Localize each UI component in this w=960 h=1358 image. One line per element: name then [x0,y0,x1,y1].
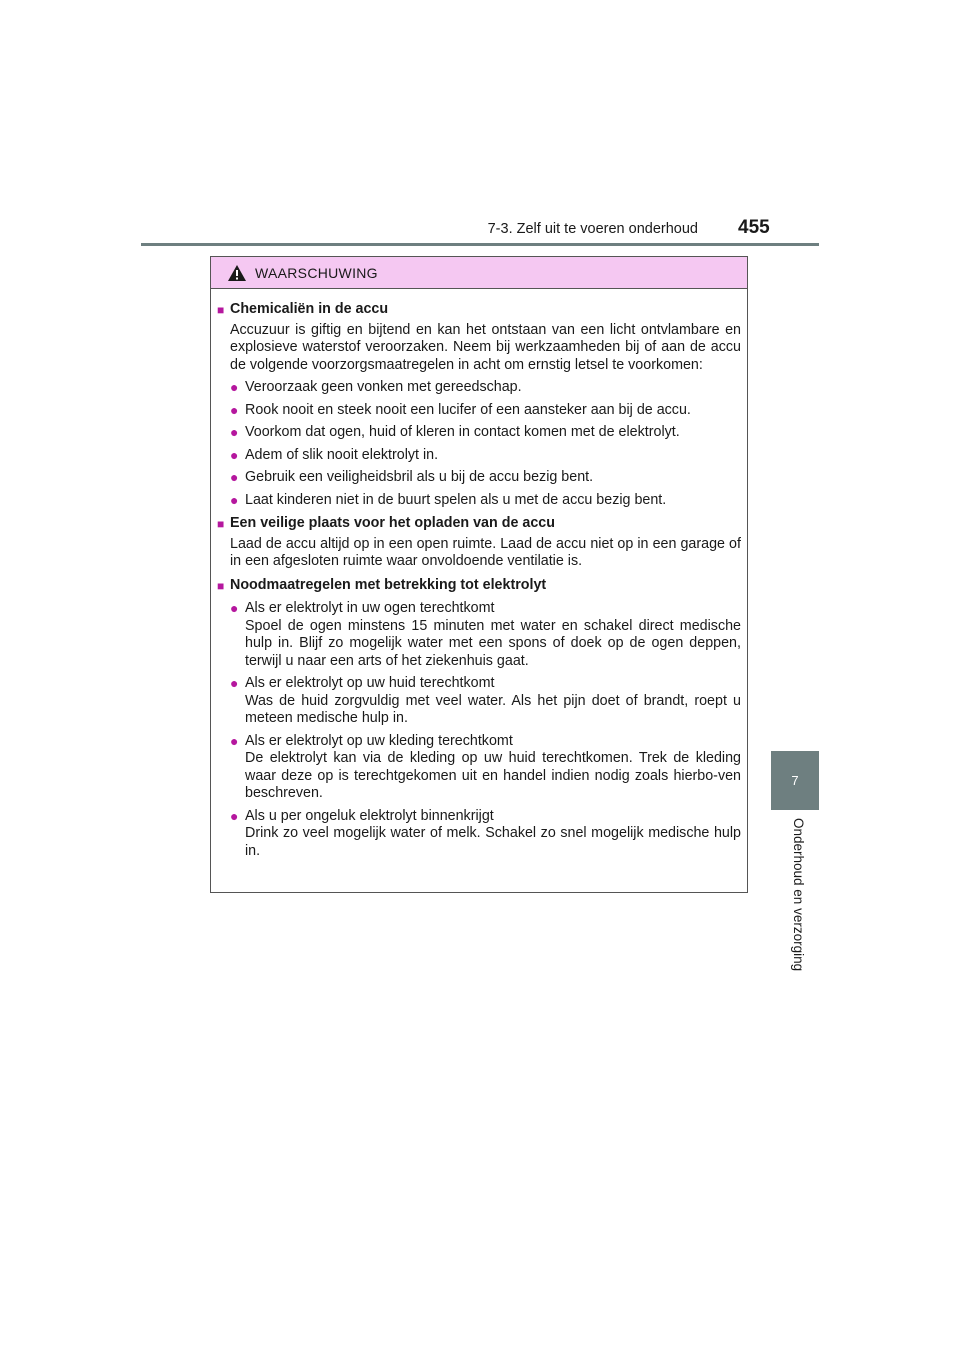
chapter-tab [771,751,819,810]
circle-bullet-icon: ● [230,600,239,616]
circle-bullet-icon: ● [230,491,239,508]
chapter-label: Onderhoud en verzorging [791,818,806,972]
square-bullet-icon: ■ [217,303,225,317]
list-item: ● Adem of slik nooit elektrolyt in. [230,446,439,463]
section-title: ■ Chemicaliën in de accu [217,301,741,320]
section-header-title: 7-3. Zelf uit te voeren onderhoud [487,221,698,237]
circle-bullet-icon: ● [230,424,239,440]
section-battery-chemicals [217,301,741,509]
circle-bullet-icon: ● [230,807,239,824]
section-title: ■ Noodmaatregelen met betrekking tot elektrolyt [217,577,741,596]
list-item: ● Als er elektrolyt op uw kleding terechtkomt De elektrolyt kan via de kleding op uw huid terechtkomen. Trek de kleding waar deze op is terechtgekomen uit en handel indien nodig zoals hierbo-ven beschreven. [230,732,741,801]
warning-triangle-icon [227,264,247,282]
warning-body [211,289,747,860]
section-text: Laad de accu altijd op in een open ruimte. Laad de accu niet op in een garage of in een afgesloten ruimte waar onvoldoende ventilatie is. [230,535,741,569]
circle-bullet-icon: ● [230,446,239,463]
circle-bullet-icon: ● [230,675,239,691]
list-item: ● Gebruik een veiligheidsbril als u bij de accu bezig bent. [230,469,594,485]
chapter-number: 7 [791,773,799,788]
square-bullet-icon: ■ [217,578,225,593]
circle-bullet-icon: ● [230,732,239,749]
list-item: ● Als u per ongeluk elektrolyt binnenkrijgt Drink zo veel mogelijk water of melk. Schakel zo snel mogelijk medische hulp in. [230,807,741,859]
section-emergency-measures [217,577,741,861]
list-item: ● Als er elektrolyt in uw ogen terechtkomt Spoel de ogen minstens 15 minuten met water en schakel direct medische hulp in. Blijf zo mogelijk water met een spons of doek op de ogen deppen, terwijl u naar een arts of het ziekenhuis gaat. [230,600,741,669]
warning-header [211,257,747,289]
section-text: Accuzuur is giftig en bijtend en kan het ontstaan van een licht ontvlambare en explosieve waterstof veroorzaken. Neem bij werkzaamheden bij of aan de accu de volgende voorzorgsmaatregelen in acht om ernstig letsel te voorkomen: [230,321,741,373]
circle-bullet-icon: ● [230,401,239,418]
warning-box [210,256,748,893]
circle-bullet-icon: ● [230,379,239,395]
list-item: ● Rook nooit en steek nooit een lucifer of een aansteker aan bij de accu. [230,401,691,418]
section-title: ■ Een veilige plaats voor het opladen van de accu [217,515,741,534]
list-item: ● Als er elektrolyt op uw huid terechtkomt Was de huid zorgvuldig met veel water. Als het pijn doet of brandt, roept u meteen medische hulp in. [230,675,741,726]
warning-title: WAARSCHUWING [255,264,378,281]
section-safe-charging [217,515,741,571]
list-item: ● Voorkom dat ogen, huid of kleren in contact komen met de elektrolyt. [230,424,680,440]
list-item: ● Laat kinderen niet in de buurt spelen als u met de accu bezig bent. [230,491,667,508]
circle-bullet-icon: ● [230,469,239,485]
page-number: 455 [738,217,770,238]
square-bullet-icon: ■ [217,517,225,531]
list-item: ● Veroorzaak geen vonken met gereedschap. [230,379,522,395]
header-rule [141,243,819,246]
